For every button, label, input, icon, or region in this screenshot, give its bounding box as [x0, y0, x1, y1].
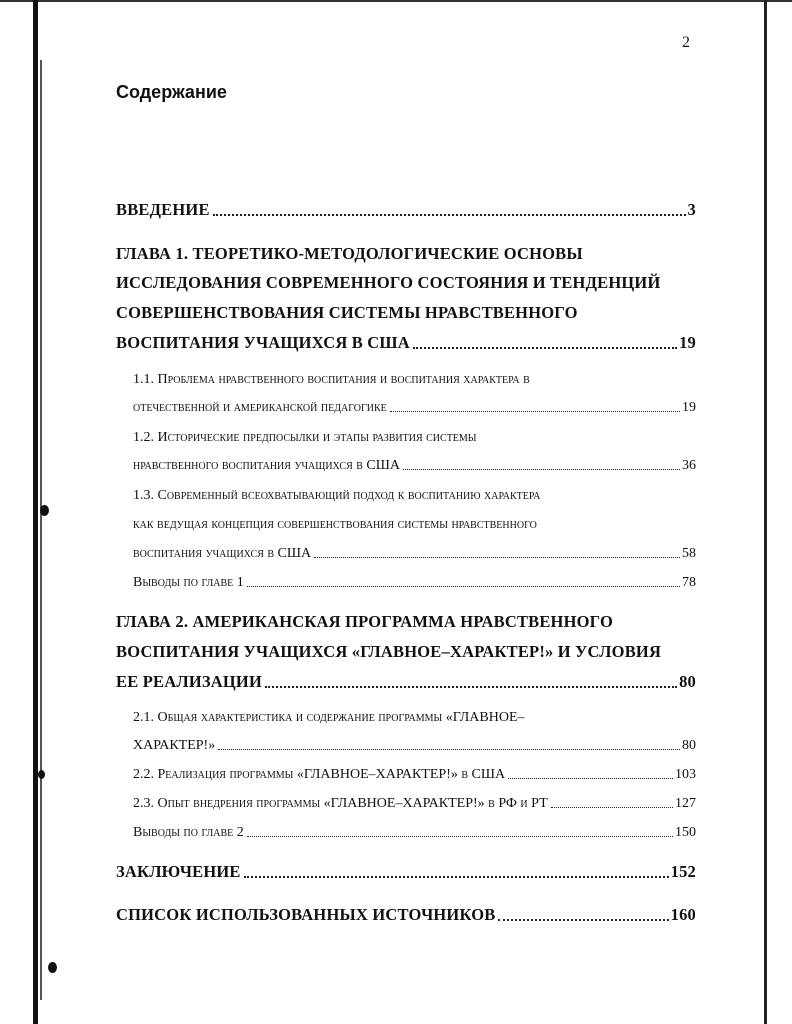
dot-leader [314, 557, 680, 558]
dot-leader [218, 749, 680, 750]
toc-entry-title: 1.1. Проблема нравственного воспитания и воспитания характера в [133, 372, 530, 387]
dot-leader [247, 836, 673, 837]
toc-page-number: 127 [675, 796, 696, 811]
scan-binding-shadow [40, 60, 42, 1000]
toc-page-number: 103 [675, 767, 696, 782]
toc-chapter-1-line[interactable] [116, 273, 696, 293]
toc-entry-title: как ведущая концепция совершенствования системы нравственного [133, 517, 537, 532]
toc-chapter-1-conclusions[interactable] [133, 575, 696, 591]
scan-edge-top [0, 0, 792, 2]
toc-entry-title: ВВЕДЕНИЕ [116, 200, 210, 219]
dot-leader [244, 876, 669, 878]
toc-entry-conclusion[interactable] [116, 862, 696, 882]
toc-entry-title: Выводы по главе 1 [133, 575, 244, 590]
toc-section-1-3[interactable] [133, 488, 696, 504]
toc-page-number: 150 [675, 825, 696, 840]
toc-entry-title: ХАРАКТЕР!» [133, 738, 216, 753]
dot-leader [413, 347, 677, 349]
page-title: Содержание [116, 82, 227, 102]
toc-entry-title: 2.1. Общая характеристика и содержание программы «ГЛАВНОЕ– [133, 710, 525, 725]
toc-section-2-2[interactable] [133, 767, 696, 783]
page-number: 2 [682, 34, 690, 51]
toc-chapter-2-line[interactable] [116, 672, 696, 692]
toc-page-number: 58 [682, 546, 696, 561]
toc-section-2-3[interactable] [133, 796, 696, 812]
toc-section-1-3[interactable] [133, 517, 696, 533]
toc-chapter-2-line[interactable] [116, 612, 696, 632]
toc-chapter-1-line[interactable] [116, 303, 696, 323]
toc-page-number: 80 [682, 738, 696, 753]
toc-entry-title: нравственного воспитания учащихся в США [133, 458, 400, 473]
toc-entry-title: 2.3. Опыт внедрения программы «ГЛАВНОЕ–ХАРАКТЕР!» в РФ и РТ [133, 796, 548, 811]
toc-entry-title: ИССЛЕДОВАНИЯ СОВРЕМЕННОГО СОСТОЯНИЯ И ТЕНДЕНЦИЙ [116, 273, 661, 292]
dot-leader [265, 686, 677, 688]
toc-section-1-2[interactable] [133, 430, 696, 446]
toc-entry-title: Выводы по главе 2 [133, 825, 244, 840]
toc-entry-title: ЕЕ РЕАЛИЗАЦИИ [116, 672, 262, 691]
toc-entry-title: 1.3. Современный всеохватывающий подход к воспитанию характера [133, 488, 541, 503]
toc-chapter-2-conclusions[interactable] [133, 825, 696, 841]
toc-chapter-2-line[interactable] [116, 642, 696, 662]
toc-entry-title: отечественной и американской педагогике [133, 400, 387, 415]
dot-leader [247, 586, 680, 587]
punch-hole [48, 962, 57, 973]
toc-page-number: 3 [687, 200, 696, 219]
toc-entry-references[interactable] [116, 905, 696, 925]
toc-entry-title: 1.2. Исторические предпосылки и этапы развития системы [133, 430, 477, 445]
toc-page-number: 19 [682, 400, 696, 415]
punch-hole [40, 505, 49, 516]
toc-page-number: 152 [670, 862, 696, 881]
scan-binding-edge [33, 0, 38, 1024]
toc-entry-title: ГЛАВА 1. ТЕОРЕТИКО-МЕТОДОЛОГИЧЕСКИЕ ОСНОВЫ [116, 244, 583, 263]
toc-entry-title: ГЛАВА 2. АМЕРИКАНСКАЯ ПРОГРАММА НРАВСТВЕННОГО [116, 612, 613, 631]
toc-entry-title: 2.2. Реализация программы «ГЛАВНОЕ–ХАРАКТЕР!» в США [133, 767, 506, 782]
toc-section-1-2[interactable] [133, 458, 696, 474]
scan-edge-right [764, 0, 767, 1024]
toc-page-number: 160 [670, 905, 696, 924]
dot-leader [551, 807, 673, 808]
toc-section-1-3[interactable] [133, 546, 696, 562]
toc-entry-title: ВОСПИТАНИЯ УЧАЩИХСЯ В США [116, 333, 410, 352]
toc-entry-title: воспитания учащихся в США [133, 546, 312, 561]
toc-section-2-1[interactable] [133, 738, 696, 754]
toc-entry-title: ЗАКЛЮЧЕНИЕ [116, 862, 241, 881]
punch-hole [38, 770, 45, 779]
toc-section-2-1[interactable] [133, 710, 696, 726]
toc-chapter-1-line[interactable] [116, 244, 696, 264]
toc-section-1-1[interactable] [133, 400, 696, 416]
toc-page-number: 36 [682, 458, 696, 473]
toc-page-number: 78 [682, 575, 696, 590]
dot-leader [390, 411, 680, 412]
toc-entry-introduction[interactable] [116, 200, 696, 220]
toc-entry-title: ВОСПИТАНИЯ УЧАЩИХСЯ «ГЛАВНОЕ–ХАРАКТЕР!» И УСЛОВИЯ [116, 642, 662, 661]
toc-entry-title: СОВЕРШЕНСТВОВАНИЯ СИСТЕМЫ НРАВСТВЕННОГО [116, 303, 578, 322]
toc-page-number: 19 [679, 333, 696, 352]
dot-leader [498, 919, 668, 921]
toc-entry-title: СПИСОК ИСПОЛЬЗОВАННЫХ ИСТОЧНИКОВ [116, 905, 496, 924]
dot-leader [403, 469, 680, 470]
dot-leader [508, 778, 673, 779]
toc-page-number: 80 [679, 672, 696, 691]
toc-section-1-1[interactable] [133, 372, 696, 388]
toc-chapter-1-line[interactable] [116, 333, 696, 353]
dot-leader [213, 214, 686, 216]
